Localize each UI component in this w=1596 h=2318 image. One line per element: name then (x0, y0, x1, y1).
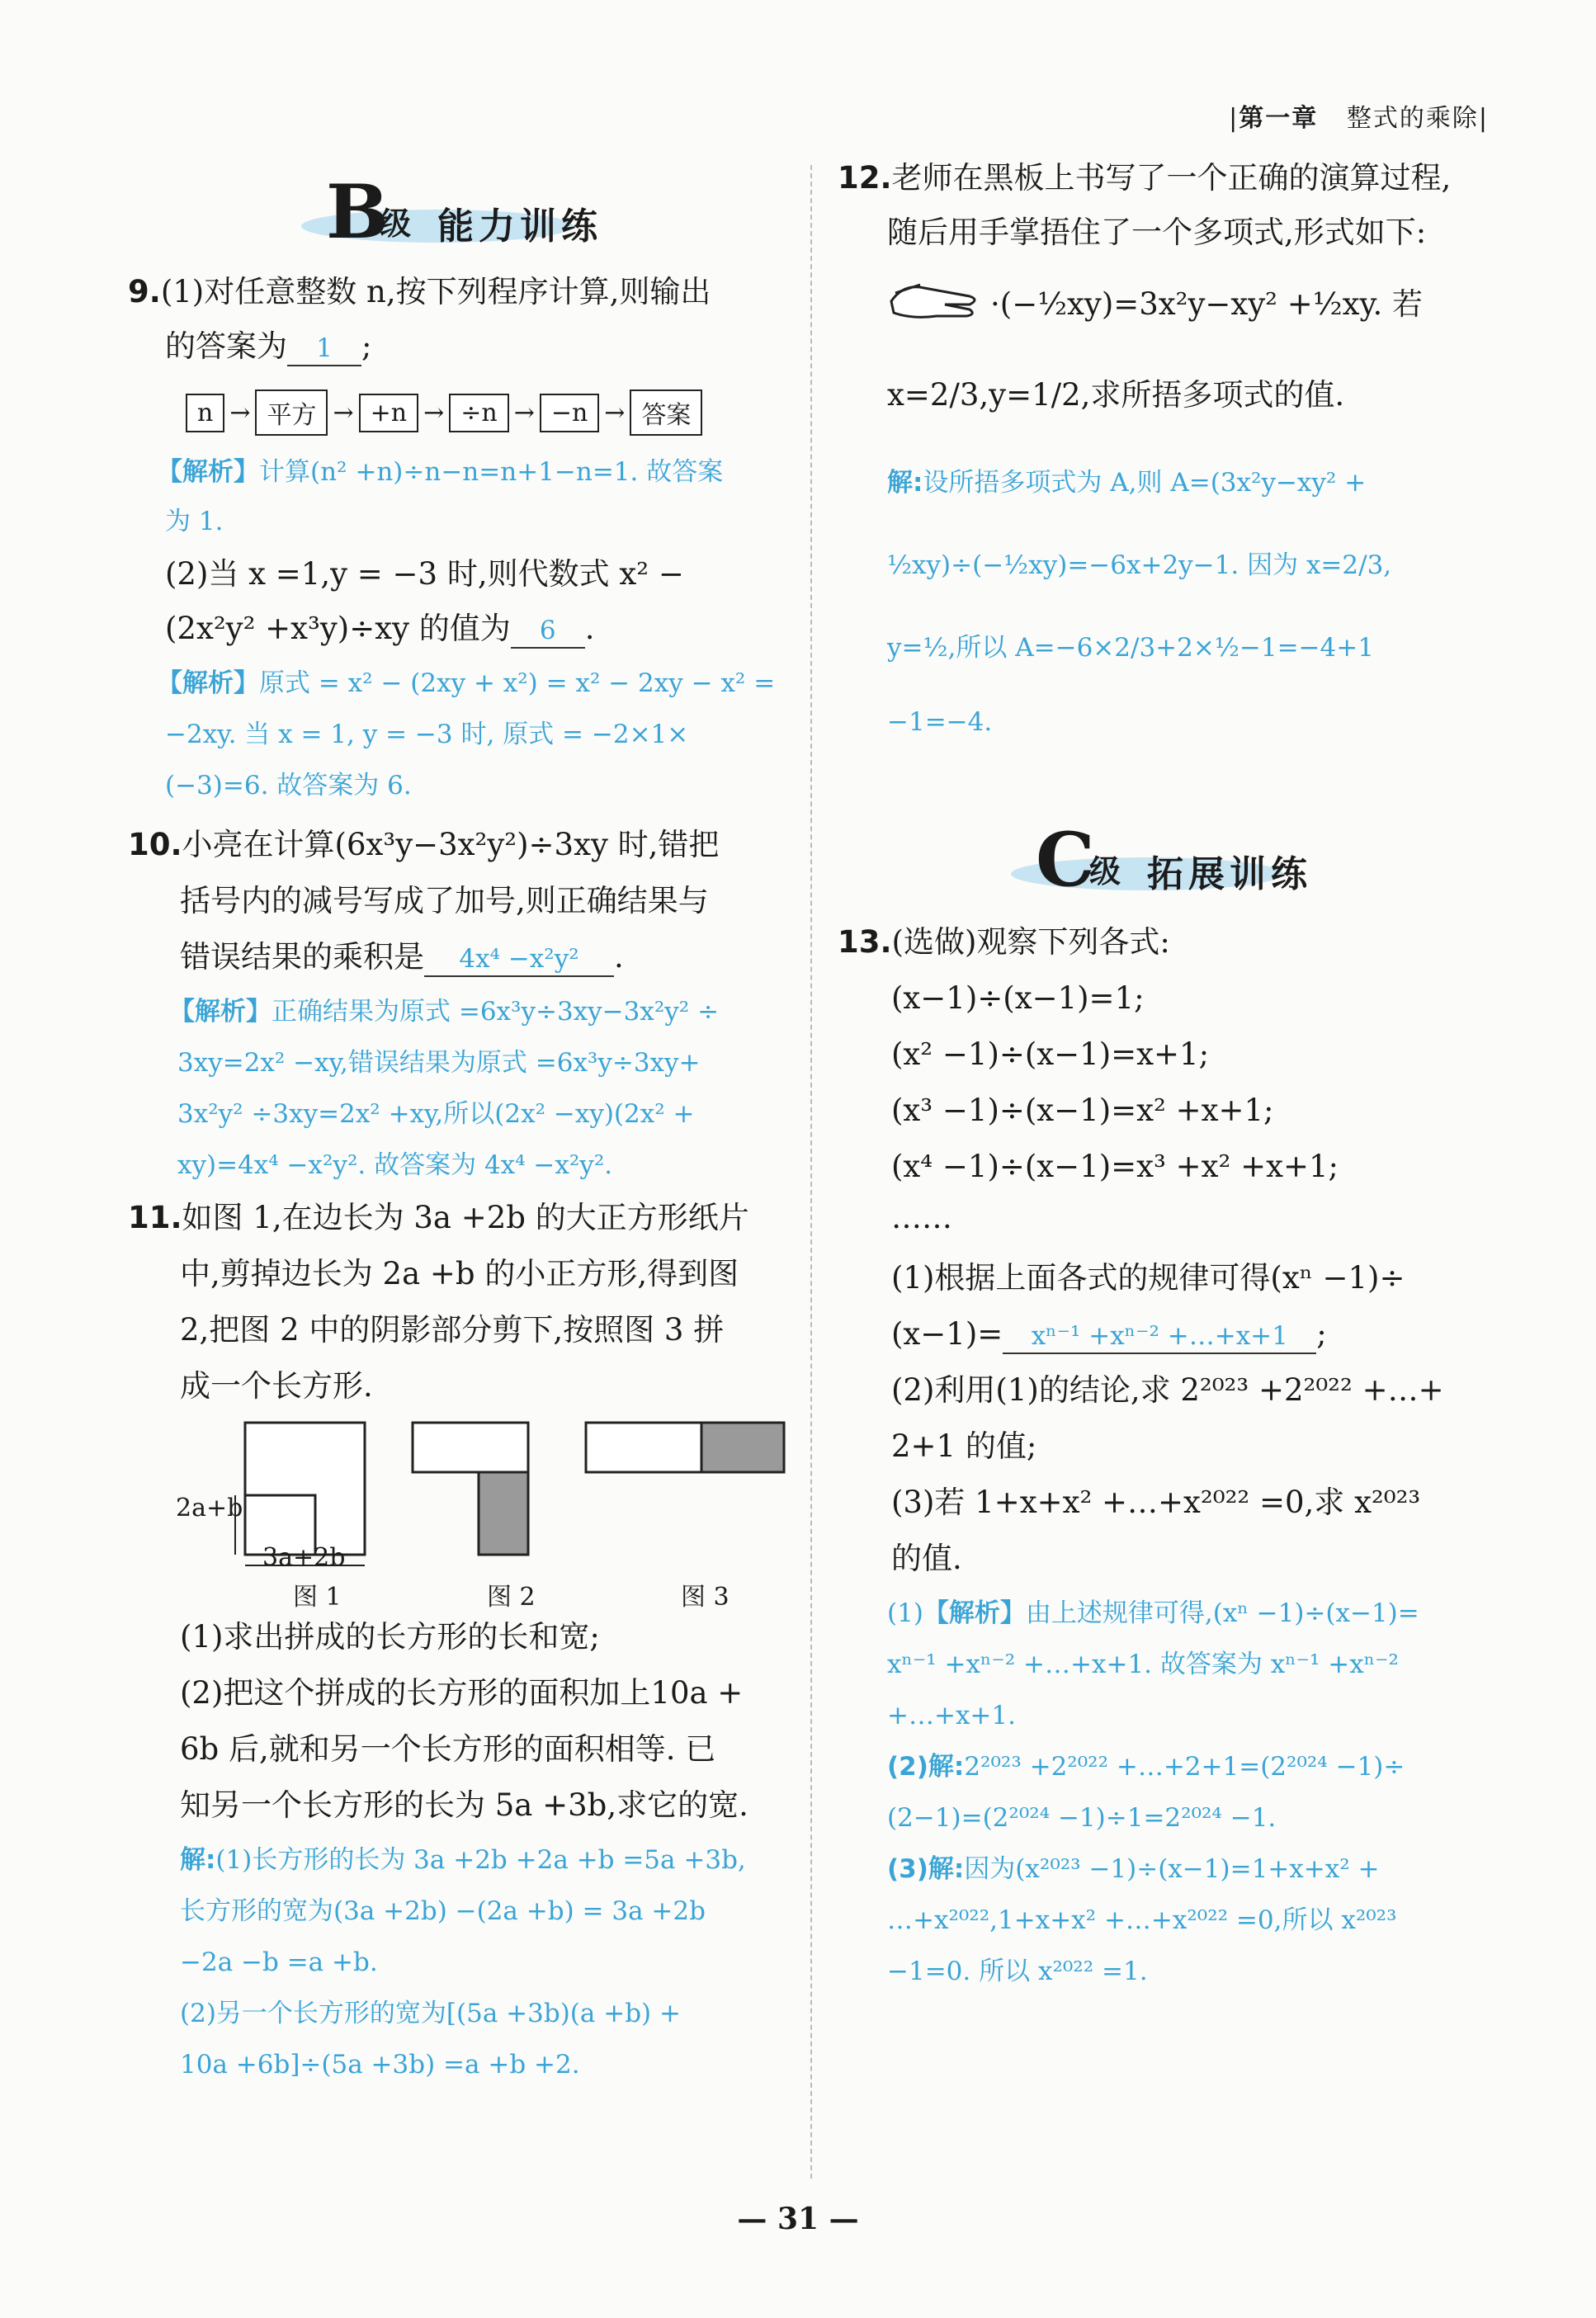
q13-sub1a: (1)根据上面各式的规律可得(xⁿ −1)÷ (891, 1260, 1405, 1296)
q11-line3: 2,把图 2 中的阴影部分剪下,按照图 3 拼 (180, 1312, 725, 1348)
q13-solution-2: (2)解:2²⁰²³ +2²⁰²² +…+2+1=(2²⁰²⁴ −1)÷ (887, 1752, 1405, 1782)
q13-solution-3b: …+x²⁰²²,1+x+x² +…+x²⁰²² =0,所以 x²⁰²³ (887, 1905, 1397, 1935)
column-divider (810, 165, 812, 2179)
q9-part2: (2)当 x =1,y = −3 时,则代数式 x² − (165, 556, 684, 592)
q11-line2: 中,剪掉边长为 2a +b 的小正方形,得到图 (180, 1256, 739, 1291)
q13-sub3b: 的值. (891, 1541, 962, 1576)
q9-explanation-2c: (−3)=6. 故答案为 6. (165, 771, 412, 800)
q13-line1: 13.(选做)观察下列各式: (838, 924, 1170, 960)
flow-box: 平方 (255, 389, 328, 436)
q10-explanation-d: xy)=4x⁴ −x²y². 故答案为 4x⁴ −x²y². (177, 1150, 613, 1180)
page-number: — 31 — (737, 2202, 859, 2236)
flow-box: −n (540, 394, 599, 432)
q13-solution-3c: −1=0. 所以 x²⁰²² =1. (887, 1957, 1148, 1986)
fig1-caption: 图 1 (293, 1583, 342, 1612)
section-b-heading: B 级 能力训练 (301, 173, 648, 248)
q13-solution-1b: xⁿ⁻¹ +xⁿ⁻² +…+x+1. 故答案为 xⁿ⁻¹ +xⁿ⁻² (887, 1650, 1399, 1679)
fig2-top-part (413, 1423, 528, 1472)
q10-explanation-c: 3x²y² ÷3xy=2x² +xy,所以(2x² −xy)(2x² + (177, 1099, 695, 1129)
q9-part2b: (2x²y² +x³y)÷xy 的值为 6 . (165, 609, 595, 649)
q9-explanation-2: 【解析】原式 = x² − (2xy + x²) = x² − 2xy − x² = (157, 668, 776, 698)
answer-blank: 6 (511, 614, 585, 649)
q11-solution-d: (2)另一个长方形的宽为[(5a +3b)(a +b) + (180, 1999, 681, 2028)
q13-solution-2b: (2−1)=(2²⁰²⁴ −1)÷1=2²⁰²⁴ −1. (887, 1803, 1277, 1833)
fig1-side-label: 2a+b (176, 1494, 243, 1523)
q11-solution-b: 长方形的宽为(3a +2b) −(2a +b) = 3a +2b (180, 1896, 706, 1926)
q13-solution-1c: +…+x+1. (887, 1701, 1016, 1730)
q10-explanation: 【解析】正确结果为原式 =6x³y÷3xy−3x²y² ÷ (169, 997, 720, 1027)
flow-box: +n (359, 394, 418, 432)
q13-sub1b: (x−1)= xⁿ⁻¹ +xⁿ⁻² +…+x+1 ; (891, 1315, 1327, 1354)
q9-line1: 9.(1)对任意整数 n,按下列程序计算,则输出 (128, 274, 711, 309)
q9-explanation-1b: 为 1. (165, 507, 224, 536)
answer-blank: 1 (287, 332, 361, 366)
q13-solution-1: (1)【解析】由上述规律可得,(xⁿ −1)÷(x−1)= (887, 1598, 1419, 1628)
q12-line2: 随后用手掌捂住了一个多项式,形式如下: (887, 215, 1427, 250)
running-header: |第一章 整式的乘除| (1229, 104, 1489, 133)
hand-icon (887, 276, 986, 326)
q11-solution: 解:(1)长方形的长为 3a +2b +2a +b =5a +3b, (180, 1845, 746, 1875)
square-figures (169, 1413, 805, 1603)
fig3-shaded-part (701, 1423, 784, 1472)
program-flowchart: n → 平方 → +n → ÷n → −n → 答案 (186, 389, 702, 436)
flow-box: 答案 (630, 389, 702, 436)
q12-solution-d: −1=−4. (887, 707, 993, 737)
q10-line2: 括号内的减号写成了加号,则正确结果与 (180, 883, 709, 918)
q10-line3: 错误结果的乘积是 4x⁴ −x²y² . (180, 937, 624, 977)
q12-line3: ·(−½xy)=3x²y−xy² +½xy. 若 (990, 286, 1424, 322)
q13-formula2: (x² −1)÷(x−1)=x+1; (891, 1036, 1210, 1072)
q13-solution-3: (3)解:因为(x²⁰²³ −1)÷(x−1)=1+x+x² + (887, 1854, 1380, 1884)
q11-solution-e: 10a +6b]÷(5a +3b) =a +b +2. (180, 2050, 580, 2080)
fig2-caption: 图 2 (487, 1583, 536, 1612)
q12-solution-b: ½xy)÷(−½xy)=−6x+2y−1. 因为 x=2/3, (887, 550, 1392, 580)
q10-line1: 10.小亮在计算(6x³y−3x²y²)÷3xy 时,错把 (128, 827, 720, 862)
q11-line1: 11.如图 1,在边长为 3a +2b 的大正方形纸片 (128, 1200, 749, 1235)
q12-line1: 12.老师在黑板上书写了一个正确的演算过程, (838, 160, 1452, 196)
q9-explanation-2b: −2xy. 当 x = 1, y = −3 时, 原式 = −2×1× (165, 720, 689, 749)
flow-box: n (186, 394, 224, 432)
q13-dots: …… (891, 1200, 952, 1235)
fig3-caption: 图 3 (681, 1583, 730, 1612)
q9-explanation-1: 【解析】计算(n² +n)÷n−n=n+1−n=1. 故答案 (157, 457, 724, 487)
fig3-white-part (586, 1423, 701, 1472)
answer-blank: 4x⁴ −x²y² (424, 942, 614, 977)
q11-line4: 成一个长方形. (180, 1368, 373, 1404)
q12-solution-c: y=½,所以 A=−6×2/3+2×½−1=−4+1 (887, 633, 1374, 663)
q13-formula4: (x⁴ −1)÷(x−1)=x³ +x² +x+1; (891, 1149, 1339, 1184)
flow-box: ÷n (449, 394, 508, 432)
q11-sub2a: (2)把这个拼成的长方形的面积加上10a + (180, 1675, 744, 1711)
q11-sub1: (1)求出拼成的长方形的长和宽; (180, 1619, 600, 1655)
q13-formula3: (x³ −1)÷(x−1)=x² +x+1; (891, 1093, 1274, 1128)
q12-line4: x=2/3,y=1/2,求所捂多项式的值. (887, 377, 1345, 413)
section-c-heading: C 级 拓展训练 (1011, 821, 1358, 895)
q13-sub3a: (3)若 1+x+x² +…+x²⁰²² =0,求 x²⁰²³ (891, 1485, 1421, 1520)
q11-sub2c: 知另一个长方形的长为 5a +3b,求它的宽. (180, 1787, 748, 1823)
q12-solution: 解:设所捂多项式为 A,则 A=(3x²y−xy² + (887, 468, 1367, 498)
q13-sub2a: (2)利用(1)的结论,求 2²⁰²³ +2²⁰²² +…+ (891, 1372, 1444, 1408)
q13-sub2b: 2+1 的值; (891, 1428, 1037, 1464)
fig2-shaded-part (479, 1472, 528, 1555)
q10-explanation-b: 3xy=2x² −xy,错误结果为原式 =6x³y÷3xy+ (177, 1048, 701, 1078)
q11-solution-c: −2a −b =a +b. (180, 1947, 378, 1977)
fig1-bottom-label: 3a+2b (262, 1543, 346, 1572)
answer-blank: xⁿ⁻¹ +xⁿ⁻² +…+x+1 (1003, 1320, 1316, 1354)
q9-line2: 的答案为 1 ; (165, 327, 371, 366)
q11-sub2b: 6b 后,就和另一个长方形的面积相等. 已 (180, 1731, 716, 1767)
q13-formula1: (x−1)÷(x−1)=1; (891, 980, 1145, 1016)
